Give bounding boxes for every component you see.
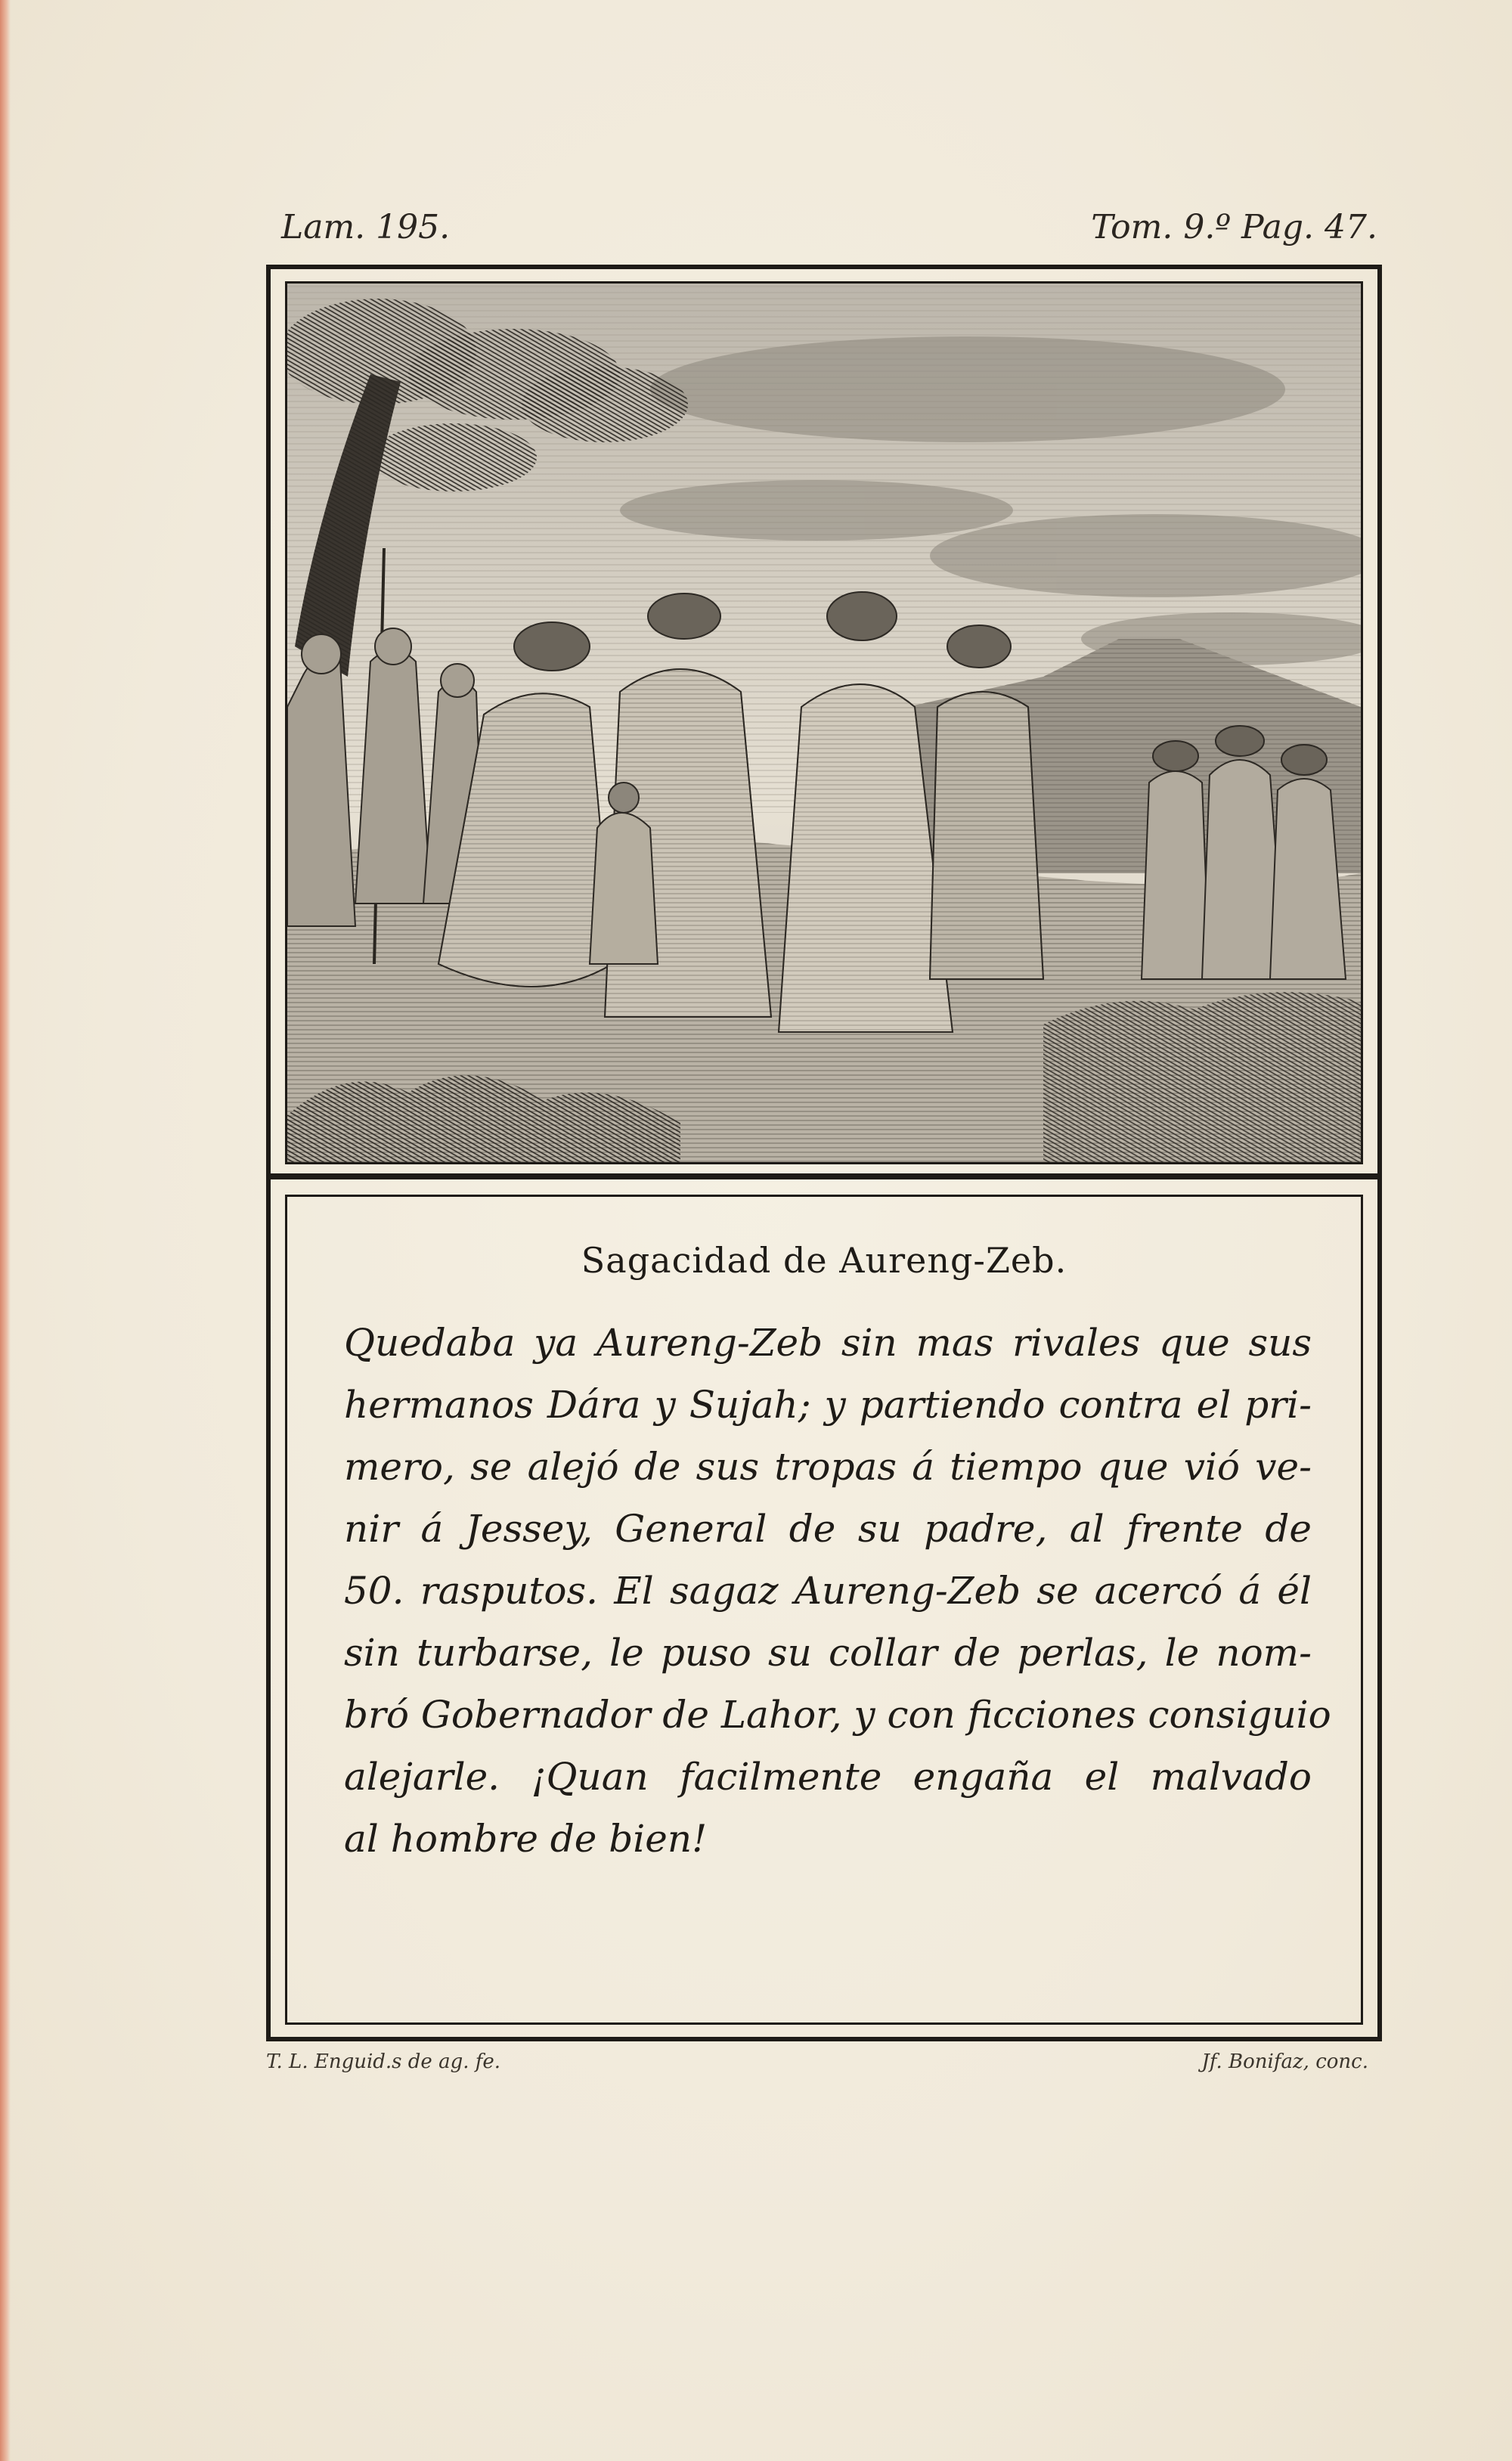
plate-number: Lam. 195. [281, 208, 451, 246]
caption-body [344, 1312, 1331, 1870]
engraving-illustration [287, 284, 1361, 1162]
caption-line: Quedaba ya Aureng-Zeb sin mas rivales que sus [344, 1321, 1312, 1365]
panel-divider [271, 1173, 1377, 1179]
engraving-panel [285, 281, 1363, 1164]
caption-line: nir á Jessey, General de su padre, al frente de [344, 1507, 1312, 1551]
caption-line: al hombre de bien! [344, 1817, 708, 1861]
volume-page-reference: Tom. 9.º Pag. 47. [1091, 208, 1377, 246]
caption-line: bró Gobernador de Lahor, y con ficciones consiguio [344, 1693, 1331, 1737]
caption-line: sin turbarse, le puso su collar de perlas, le nom- [344, 1631, 1312, 1675]
right-figures [1142, 726, 1346, 979]
caption-line: mero, se alejó de sus tropas á tiempo que vió ve- [344, 1445, 1312, 1489]
engraver-credit: T. L. Enguid.s de ag. fe. [266, 2050, 501, 2073]
finisher-credit: Jf. Bonifaz, conc. [1201, 2050, 1368, 2073]
caption-line: alejarle. ¡Quan facilmente engaña el malvado [344, 1755, 1312, 1799]
caption-line: 50. rasputos. El sagaz Aureng-Zeb se acercó á él [344, 1569, 1312, 1613]
caption-line: hermanos Dára y Sujah; y partiendo contra el pri- [344, 1383, 1312, 1427]
paper-edge [0, 0, 11, 2461]
caption-title: Sagacidad de Aureng-Zeb. [581, 1240, 1067, 1281]
